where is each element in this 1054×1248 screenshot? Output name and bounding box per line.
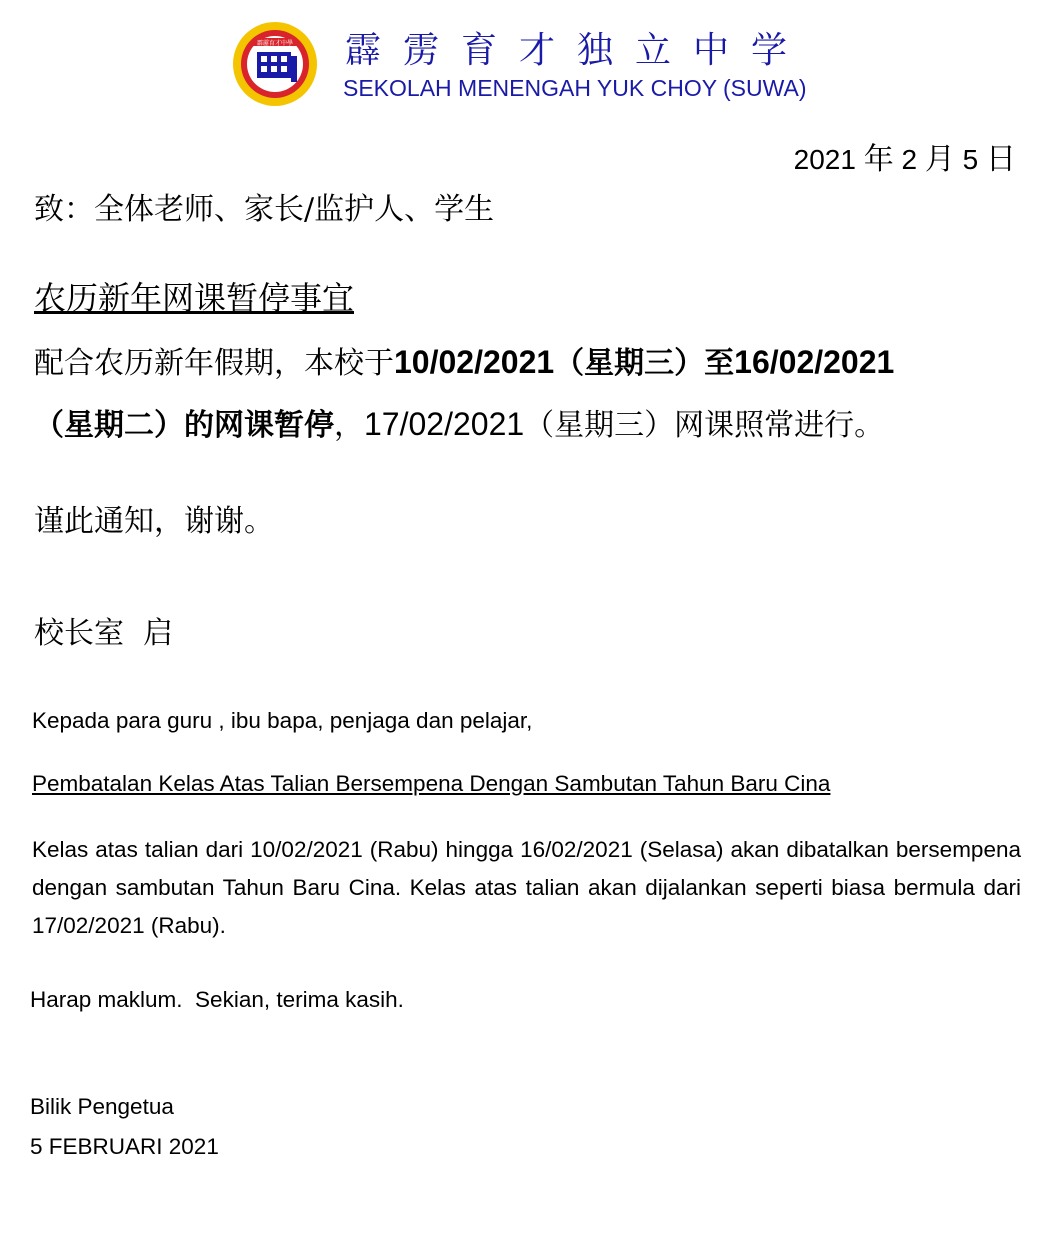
date-chinese: 2021 年 2 月 5 日 [793, 142, 1016, 177]
school-name-malay: SEKOLAH MENENGAH YUK CHOY (SUWA) [343, 75, 807, 101]
body-malay: Kelas atas talian dari 10/02/2021 (Rabu) hingga 16/02/2021 (Selasa) akan dibatalkan bersempena dengan sambutan Tahun Baru Cina. Kelas atas talian akan dijalankan seperti biasa bermula dari 17/02/2021 (Rabu). [32, 837, 1021, 938]
closing-malay: Harap maklum. Sekian, terima kasih. [30, 987, 404, 1012]
recipients-chinese: 致：全体老师、家长/监护人、学生 [34, 192, 495, 227]
recipients-malay: Kepada para guru , ibu bapa, penjaga dan pelajar, [32, 708, 533, 733]
thanks-chinese: 谨此通知，谢谢。 [34, 504, 274, 539]
svg-text:霹靂育才中學: 霹靂育才中學 [256, 40, 294, 47]
signature-chinese: 校长室 启 [34, 616, 174, 651]
title-chinese: 农历新年网课暂停事宜 [34, 279, 355, 317]
signature-office-malay: Bilik Pengetua [30, 1094, 174, 1119]
title-malay: Pembatalan Kelas Atas Talian Bersempena Dengan Sambutan Tahun Baru Cina [32, 771, 831, 796]
school-name-chinese: 霹雳育才独立中学 [345, 30, 810, 71]
body-chinese-line-2: （星期二）的网课暂停，17/02/2021（星期三）网课照常进行。 [34, 406, 885, 443]
school-crest-icon [231, 16, 319, 112]
body-chinese-line-1: 配合农历新年假期，本校于10/02/2021（星期三）至16/02/2021 [34, 344, 895, 381]
date-malay: 5 FEBRUARI 2021 [30, 1134, 219, 1159]
